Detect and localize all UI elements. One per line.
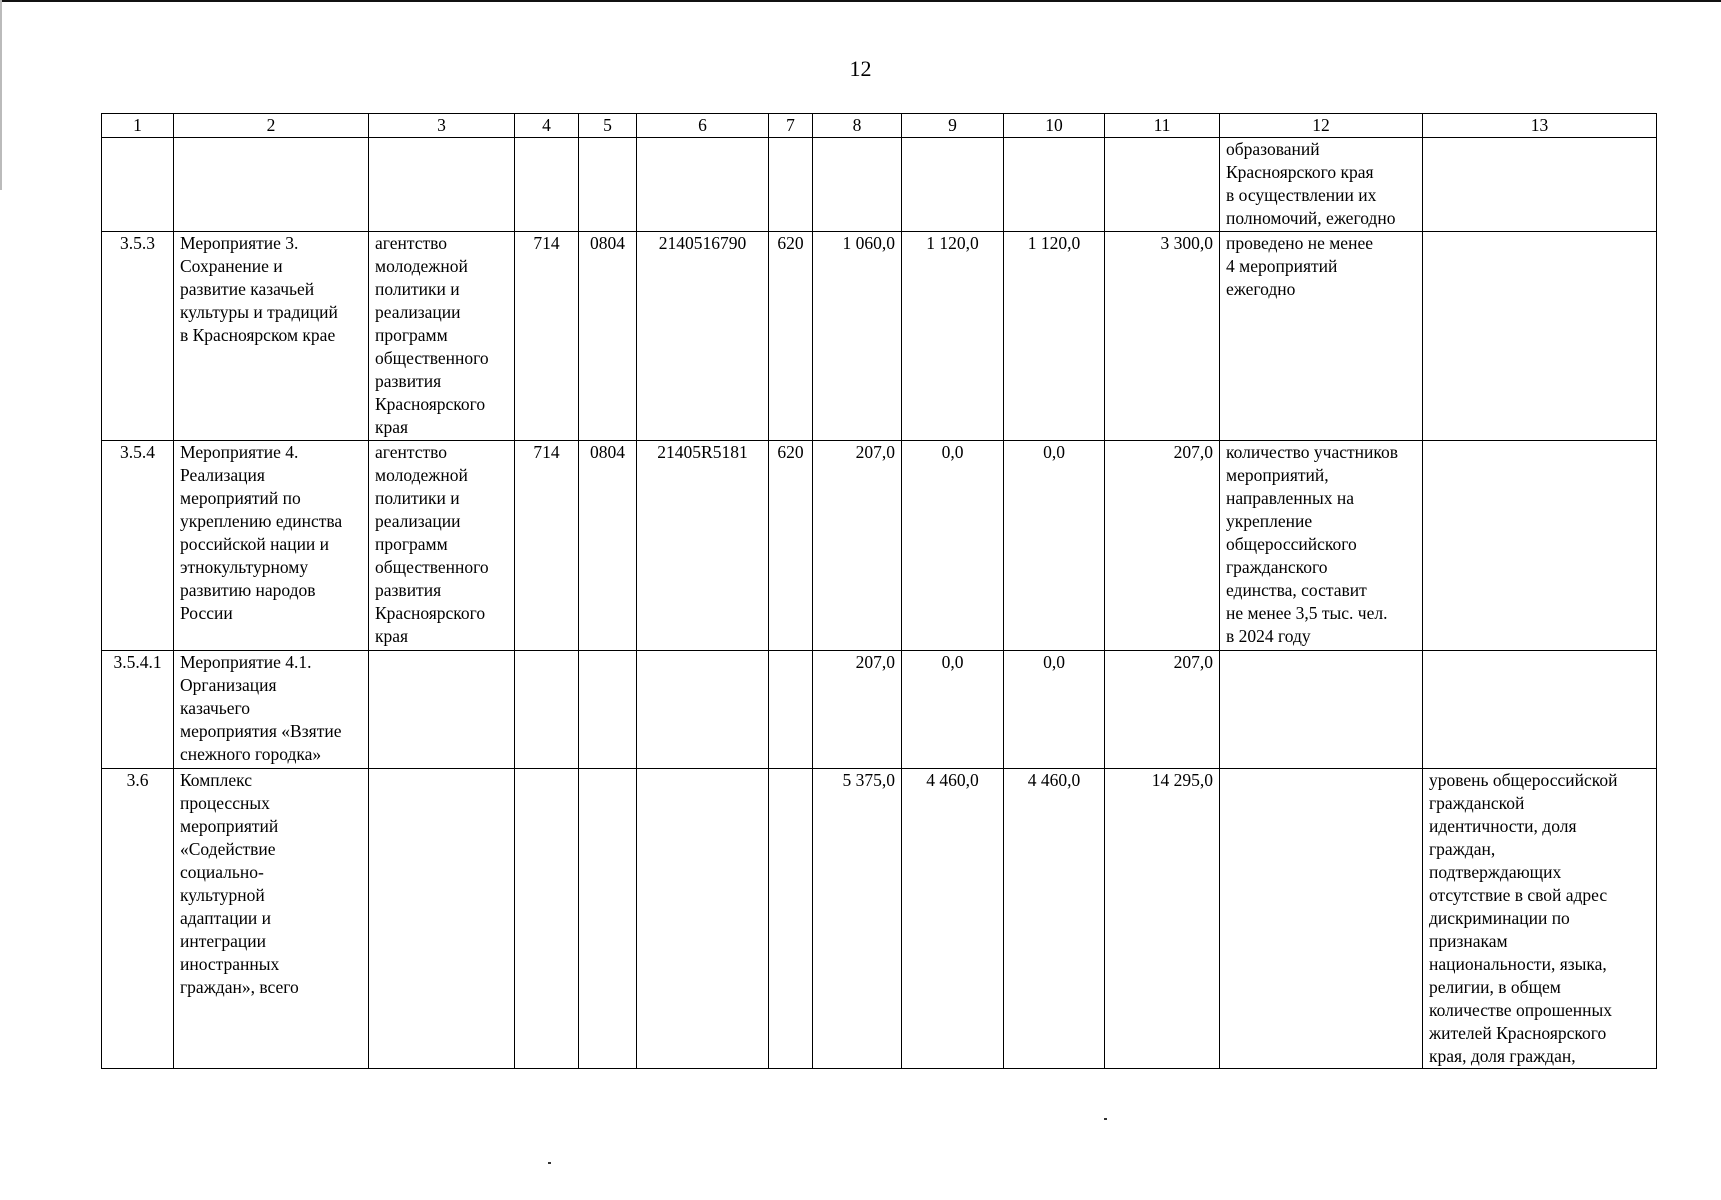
col-header-4: 4 [515, 114, 579, 138]
table-row-3-5-4 [102, 441, 1657, 651]
amount-year-3: 4 460,0 [1004, 769, 1105, 1069]
activity-name: Мероприятие 3. Сохранение и развитие казачьей культуры и традиций в Красноярском крае [174, 232, 369, 441]
expected-result: количество участников мероприятий, направленных на укрепление общероссийского гражданского единства, составит не менее 3,5 тыс. чел. в 2024 году [1220, 441, 1423, 651]
responsible-agency: агентство молодежной политики и реализации программ общественного развития Красноярского края [369, 441, 515, 651]
code-expense-type: 620 [769, 441, 813, 651]
col-header-2: 2 [174, 114, 369, 138]
code-grbs [515, 138, 579, 232]
amount-year-1: 1 060,0 [813, 232, 902, 441]
amount-year-1: 207,0 [813, 441, 902, 651]
code-section [579, 138, 637, 232]
scan-speck [548, 1162, 551, 1164]
responsible-agency [369, 651, 515, 769]
scan-speck [1104, 1118, 1107, 1120]
program-activities-table [101, 113, 1657, 1069]
code-grbs: 714 [515, 441, 579, 651]
code-grbs: 714 [515, 232, 579, 441]
amount-total [1105, 138, 1220, 232]
table-row-3-6 [102, 769, 1657, 1069]
amount-year-1: 207,0 [813, 651, 902, 769]
expected-result [1220, 769, 1423, 1069]
target-indicator [1423, 232, 1657, 441]
responsible-agency: агентство молодежной политики и реализации программ общественного развития Красноярского края [369, 232, 515, 441]
amount-total: 3 300,0 [1105, 232, 1220, 441]
col-header-8: 8 [813, 114, 902, 138]
amount-year-2: 0,0 [902, 651, 1004, 769]
expected-result [1220, 651, 1423, 769]
target-indicator [1423, 651, 1657, 769]
code-section [579, 769, 637, 1069]
code-grbs [515, 769, 579, 1069]
row-number: 3.5.4 [102, 441, 174, 651]
amount-year-3 [1004, 138, 1105, 232]
table-row-3-5-3 [102, 232, 1657, 441]
target-indicator [1423, 441, 1657, 651]
code-target-article [637, 138, 769, 232]
amount-year-1: 5 375,0 [813, 769, 902, 1069]
code-section: 0804 [579, 232, 637, 441]
top-scan-border [0, 0, 1721, 2]
col-header-12: 12 [1220, 114, 1423, 138]
code-target-article [637, 651, 769, 769]
activity-name: Мероприятие 4. Реализация мероприятий по укреплению единства российской нации и этнокультурному развитию народов России [174, 441, 369, 651]
left-scan-mark [0, 0, 2, 190]
amount-total: 207,0 [1105, 651, 1220, 769]
code-expense-type [769, 651, 813, 769]
responsible-agency [369, 769, 515, 1069]
code-expense-type: 620 [769, 232, 813, 441]
amount-year-3: 0,0 [1004, 651, 1105, 769]
code-target-article: 21405R5181 [637, 441, 769, 651]
code-target-article: 2140516790 [637, 232, 769, 441]
responsible-agency [369, 138, 515, 232]
col-header-10: 10 [1004, 114, 1105, 138]
amount-year-2: 1 120,0 [902, 232, 1004, 441]
code-expense-type [769, 138, 813, 232]
code-grbs [515, 651, 579, 769]
code-target-article [637, 769, 769, 1069]
col-header-13: 13 [1423, 114, 1657, 138]
amount-total: 14 295,0 [1105, 769, 1220, 1069]
code-section [579, 651, 637, 769]
header-row [102, 114, 1657, 138]
page-number: 12 [849, 56, 872, 81]
code-expense-type [769, 769, 813, 1069]
col-header-11: 11 [1105, 114, 1220, 138]
col-header-5: 5 [579, 114, 637, 138]
col-header-1: 1 [102, 114, 174, 138]
amount-year-2: 4 460,0 [902, 769, 1004, 1069]
col-header-3: 3 [369, 114, 515, 138]
table-row-3-5-4-1 [102, 651, 1657, 769]
expected-result: проведено не менее 4 мероприятий ежегодно [1220, 232, 1423, 441]
row-number: 3.5.4.1 [102, 651, 174, 769]
expected-result: образований Красноярского края в осуществлении их полномочий, ежегодно [1220, 138, 1423, 232]
target-indicator: уровень общероссийской гражданской идентичности, доля граждан, подтверждающих отсутствие в свой адрес дискриминации по признакам национальности, языка, религии, в общем количестве опрошенных жителей Красноярского края, доля граждан, [1423, 769, 1657, 1069]
table-row-continuation [102, 138, 1657, 232]
row-number: 3.6 [102, 769, 174, 1069]
amount-year-3: 1 120,0 [1004, 232, 1105, 441]
amount-year-3: 0,0 [1004, 441, 1105, 651]
col-header-6: 6 [637, 114, 769, 138]
col-header-7: 7 [769, 114, 813, 138]
activity-name: Мероприятие 4.1. Организация казачьего мероприятия «Взятие снежного городка» [174, 651, 369, 769]
col-header-9: 9 [902, 114, 1004, 138]
amount-year-1 [813, 138, 902, 232]
amount-total: 207,0 [1105, 441, 1220, 651]
target-indicator [1423, 138, 1657, 232]
amount-year-2 [902, 138, 1004, 232]
amount-year-2: 0,0 [902, 441, 1004, 651]
activity-name: Комплекс процессных мероприятий «Содействие социально- культурной адаптации и интеграции иностранных граждан», всего [174, 769, 369, 1069]
activity-name [174, 138, 369, 232]
code-section: 0804 [579, 441, 637, 651]
row-number: 3.5.3 [102, 232, 174, 441]
row-number [102, 138, 174, 232]
